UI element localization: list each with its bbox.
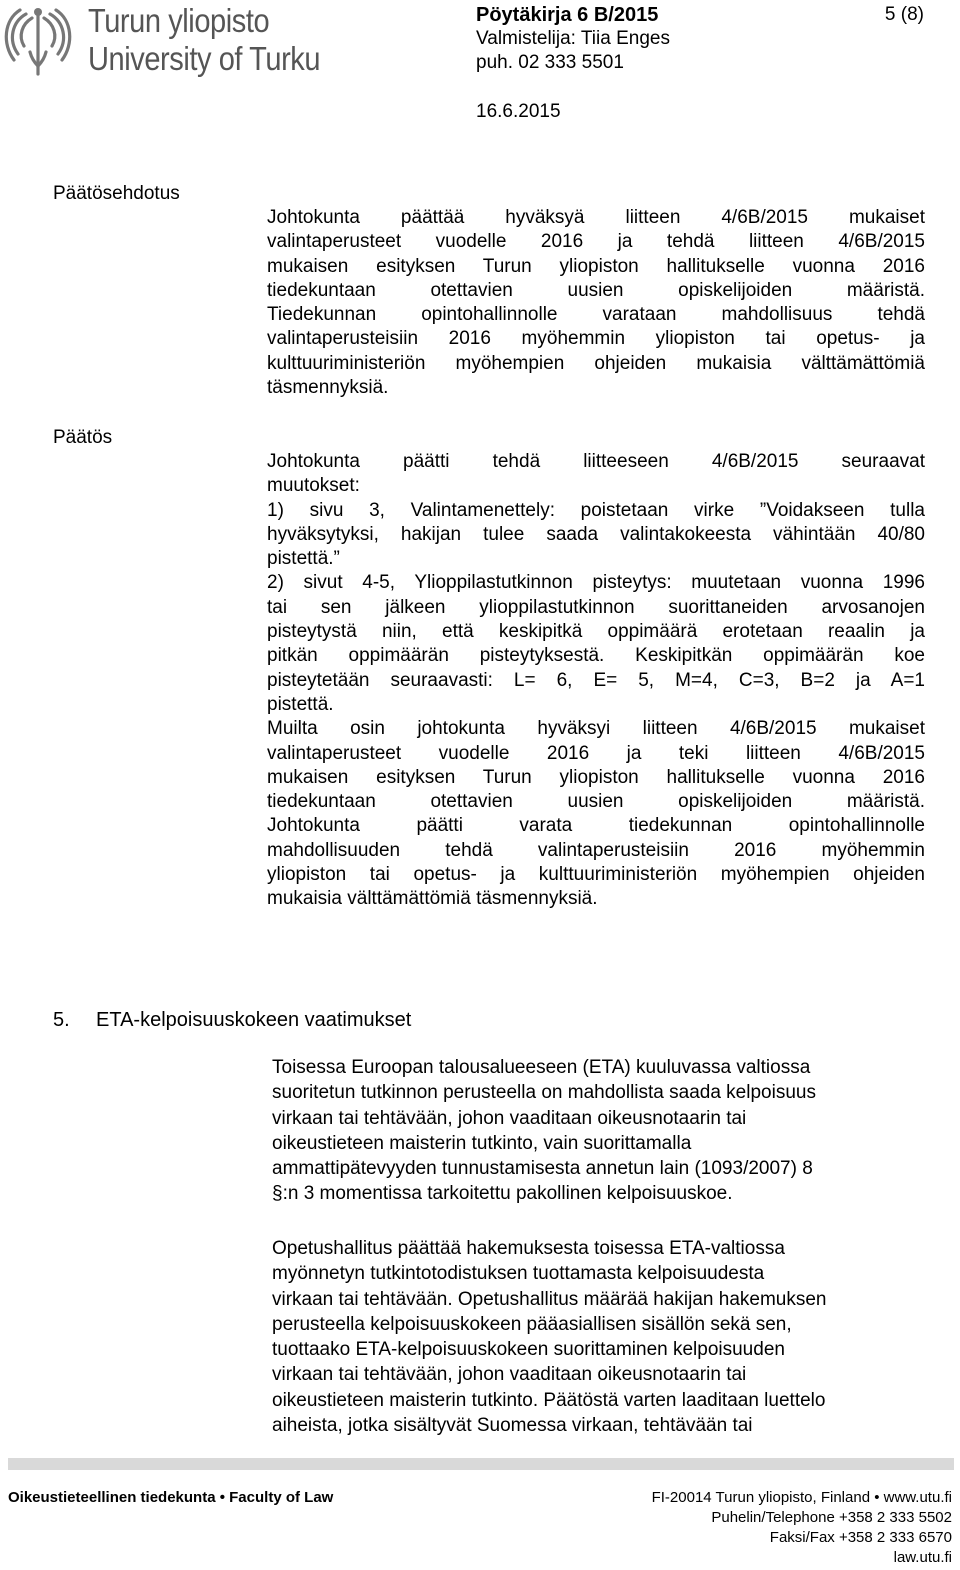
text-line: perusteella kelpoisuuskokeen pääasiallisen sisällön sekä sen, [272,1313,792,1335]
text-line: Opetushallitus päättää hakemuksesta toisessa ETA-valtiossa [272,1238,785,1259]
text-line: pisteytystä niin, että keskipitkä oppimäärä erotetaan reaalin ja [267,621,925,643]
text-line: myönnetyn tutkintotodistuksen tuottamasta kelpoisuudesta [272,1263,765,1285]
text-line: oikeustieteen maisterin tutkinto. Päätöstä varten laaditaan luettelo [272,1389,826,1411]
text-line: valintaperusteet vuodelle 2016 ja teki liitteen 4/6B/2015 [267,742,925,764]
section-title: ETA-kelpoisuuskokeen vaatimukset [96,1009,412,1031]
decision-text [267,450,925,912]
text-line: Johtokunta päättää hyväksyä liitteen 4/6B/2015 mukaiset [267,207,925,228]
text-line: virkaan tai tehtävään, johon vaaditaan oikeusnotaarin tai [272,1107,747,1129]
text-line: täsmennyksiä. [267,377,389,399]
logo-wordmark [88,2,352,78]
text-line: hyväksytyksi, hakijan tulee saada valintakokeesta vähintään 40/80 [267,523,925,545]
text-line: oikeustieteen maisterin tutkinto, vain suorittamalla [272,1132,692,1154]
text-line: Johtokunta päätti tehdä liitteeseen 4/6B/2015 seuraavat [267,451,925,472]
proposal-label: Päätösehdotus [53,183,180,204]
text-line: ammattipätevyyden tunnustamisesta annetun lain (1093/2007) 8 [272,1158,813,1180]
text-line: mahdollisuuden tehdä valintaperusteisiin 2016 myöhemmin [267,839,925,861]
footer-faculty: Oikeustieteellinen tiedekunta • Faculty of Law [8,1489,334,1506]
university-logo [0,0,321,80]
torch-emblem-icon [2,4,74,78]
eta-paragraph-2 [272,1236,912,1438]
text-line: mukaisia välttämättömiä täsmennyksiä. [267,888,598,910]
preparer: Valmistelija: Tiia Enges [476,28,670,49]
text-line: virkaan tai tehtävään, johon vaaditaan oikeusnotaarin tai [272,1364,747,1386]
footer-fax: Faksi/Fax +358 2 333 6570 [769,1529,952,1546]
eta-paragraph-1 [272,1055,912,1207]
text-line: Muilta osin johtokunta hyväksyi liitteen 4/6B/2015 mukaiset [267,718,925,740]
page-number: 5 (8) [884,4,924,25]
text-line: tiedekuntaan otettavien uusien opiskelijoiden määristä. [267,791,925,813]
text-line: tuottaako ETA-kelpoisuuskokeen suorittaminen kelpoisuuden [272,1339,785,1361]
text-line: valintaperusteet vuodelle 2016 ja tehdä liitteen 4/6B/2015 [267,231,925,253]
footer-phone: Puhelin/Telephone +358 2 333 5502 [711,1509,952,1526]
text-line: virkaan tai tehtävään. Opetushallitus määrää hakijan hakemuksen [272,1288,827,1310]
text-line: tiedekuntaan otettavien uusien opiskelijoiden määristä. [267,279,925,301]
meeting-date: 16.6.2015 [476,101,561,122]
preparer-phone: puh. 02 333 5501 [476,52,624,73]
text-line: mukaisen esityksen Turun yliopiston hallitukselle vuonna 2016 [267,766,925,788]
text-line: mukaisen esityksen Turun yliopiston hallitukselle vuonna 2016 [267,255,925,277]
text-line: valintaperusteisiin 2016 myöhemmin yliopiston tai opetus- ja [267,328,925,350]
text-line: §:n 3 momentissa tarkoitettu pakollinen kelpoisuuskoe. [272,1183,733,1205]
text-line: suoritetun tutkinnon perusteella on mahdollista saada kelpoisuus [272,1082,816,1104]
decision-label: Päätös [53,427,113,448]
text-line: 2) sivut 4-5, Ylioppilastutkinnon pisteytys: muutetaan vuonna 1996 [267,572,925,594]
text-line: tai sen jälkeen ylioppilastutkinnon suorittaneiden arvosanojen [267,596,925,618]
text-line: pisteytetään seuraavasti: L= 6, E= 5, M=4, C=3, B=2 ja A=1 [267,669,925,691]
text-line: kulttuuriministeriön myöhempien ohjeiden mukaisia välttämättömiä [267,352,925,374]
minutes-title: Pöytäkirja 6 B/2015 [476,4,659,26]
section-number: 5. [53,1009,70,1031]
proposal-text [267,206,925,400]
logo-line-english: University of Turku [88,40,321,77]
document-header [476,3,670,75]
footer-web[interactable]: law.utu.fi [893,1549,952,1566]
text-line: Toisessa Euroopan talousalueeseen (ETA) kuuluvassa valtiossa [272,1057,811,1078]
text-line: aiheista, jotka sisältyvät Suomessa virkaan, tehtävään tai [272,1415,753,1437]
logo-line-finnish: Turun yliopisto [88,2,270,39]
text-line: 1) sivu 3, Valintamenettely: poistetaan virke ”Voidakseen tulla [267,499,925,521]
text-line: Tiedekunnan opintohallinnolle varataan mahdollisuus tehdä [267,304,925,326]
text-line: pitkän oppimäärän pisteytyksestä. Keskipitkän oppimäärän koe [267,645,925,667]
text-line: muutokset: [267,475,360,497]
footer-contact [652,1488,952,1568]
text-line: Johtokunta päätti varata tiedekunnan opintohallinnolle [267,815,925,837]
text-line: pistettä.” [267,548,340,570]
text-line: yliopiston tai opetus- ja kulttuuriministeriön myöhempien ohjeiden [267,864,925,886]
footer-address: FI-20014 Turun yliopisto, Finland • www.utu.fi [651,1489,952,1506]
footer-divider [8,1458,954,1470]
text-line: pistettä. [267,693,334,715]
